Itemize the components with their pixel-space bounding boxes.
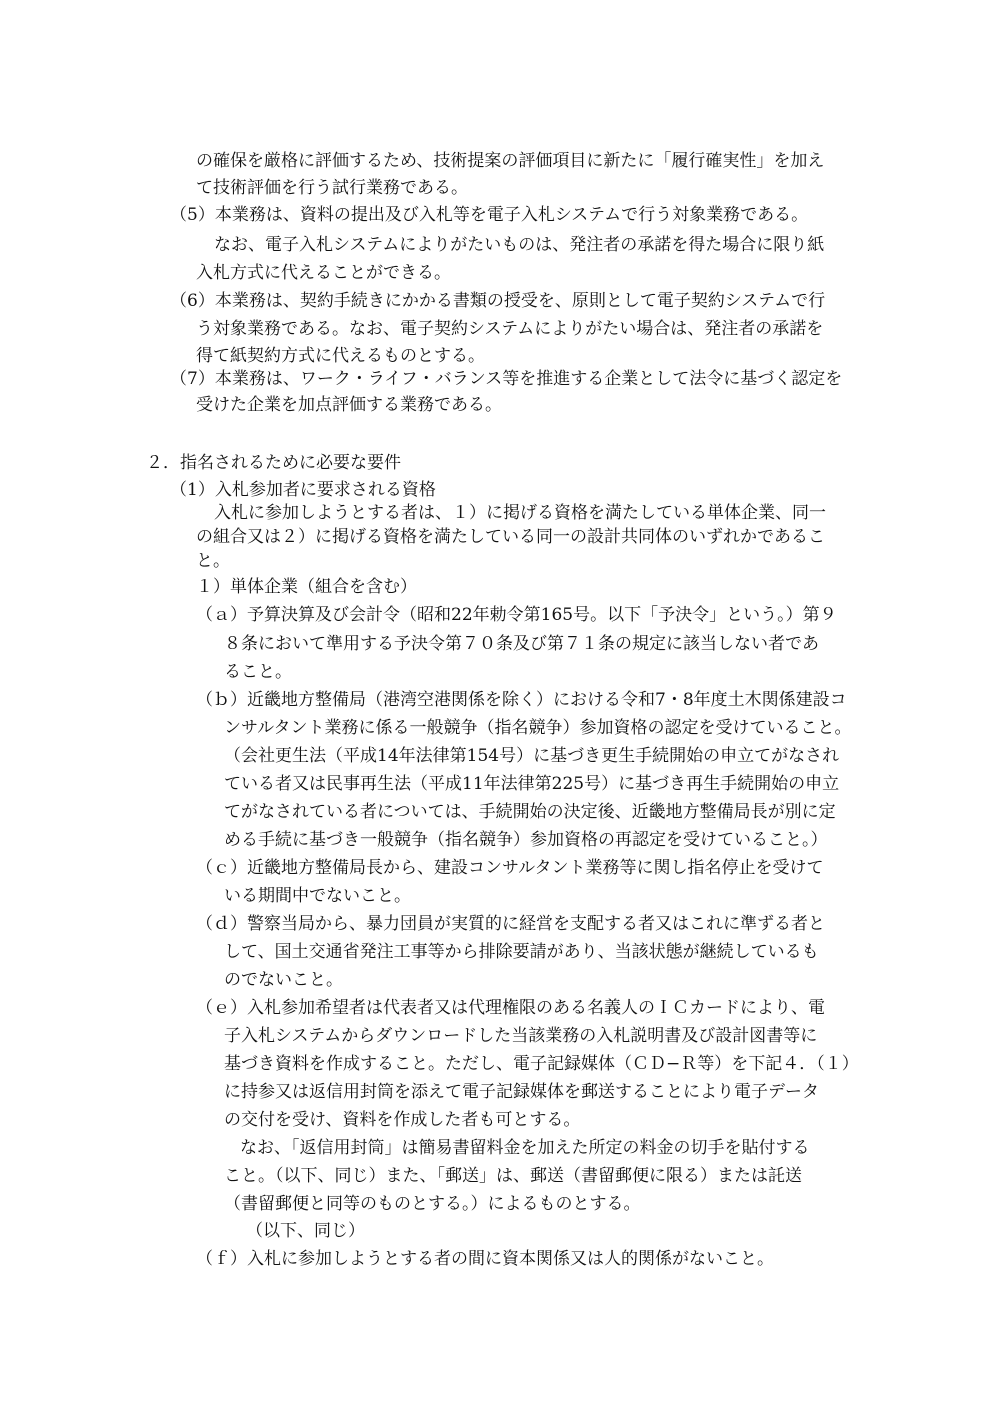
text-line: （ｄ）警察当局から、暴力団員が実質的に経営を支配する者又はこれに準ずる者と <box>196 914 825 934</box>
text-line: （以下、同じ） <box>246 1221 365 1241</box>
text-line: ンサルタント業務に係る一般競争（指名競争）参加資格の認定を受けていること。 <box>224 718 852 738</box>
text-line: ている者又は民事再生法（平成11年法律第225号）に基づき再生手続開始の申立 <box>224 774 840 794</box>
text-line: いる期間中でないこと。 <box>224 886 411 906</box>
text-line: （7）本業務は、ワーク・ライフ・バランス等を推進する企業として法令に基づく認定を <box>170 369 843 389</box>
text-line: と。 <box>196 551 230 571</box>
text-line: （会社更生法（平成14年法律第154号）に基づき更生手続開始の申立てがなされ <box>224 746 840 766</box>
text-line: （ｃ）近畿地方整備局長から、建設コンサルタント業務等に関し指名停止を受けて <box>196 858 824 878</box>
text-line: 入札方式に代えることができる。 <box>196 263 451 283</box>
subsection-heading: （1）入札参加者に要求される資格 <box>170 480 436 500</box>
text-line: （書留郵便と同等のものとする。）によるものとする。 <box>224 1194 641 1214</box>
text-line: の組合又は２）に掲げる資格を満たしている同一の設計共同体のいずれかであるこ <box>196 527 825 547</box>
text-line: の確保を厳格に評価するため、技術提案の評価項目に新たに「履行確実性」を加え <box>196 151 825 171</box>
item-heading: １）単体企業（組合を含む） <box>196 577 417 597</box>
text-line: （6）本業務は、契約手続きにかかる書類の授受を、原則として電子契約システムで行 <box>170 291 826 311</box>
section-heading: ２．指名されるために必要な要件 <box>146 453 401 473</box>
text-line: （ｅ）入札参加希望者は代表者又は代理権限のある名義人のＩＣカードにより、電 <box>196 998 825 1018</box>
text-line: （ｂ）近畿地方整備局（港湾空港関係を除く）における令和7・8年度土木関係建設コ <box>196 690 847 710</box>
text-line: のでないこと。 <box>224 970 343 990</box>
text-line: 基づき資料を作成すること。ただし、電子記録媒体（ＣＤ−Ｒ等）を下記４．（１） <box>224 1054 859 1074</box>
text-line: の交付を受け、資料を作成した者も可とする。 <box>224 1110 581 1130</box>
text-line: に持参又は返信用封筒を添えて電子記録媒体を郵送することにより電子データ <box>224 1082 819 1102</box>
text-line: てがなされている者については、手続開始の決定後、近畿地方整備局長が別に定 <box>224 802 836 822</box>
text-line: なお、「返信用封筒」は簡易書留料金を加えた所定の料金の切手を貼付する <box>240 1138 810 1158</box>
text-line: て技術評価を行う試行業務である。 <box>196 178 468 198</box>
text-line: （ａ）予算決算及び会計令（昭和22年勅令第165号。以下「予決令」という。）第９ <box>196 605 837 625</box>
text-line: 子入札システムからダウンロードした当該業務の入札説明書及び設計図書等に <box>224 1026 818 1046</box>
text-line: して、国土交通省発注工事等から排除要請があり、当該状態が継続しているも <box>224 942 819 962</box>
text-line: ること。 <box>224 662 292 682</box>
text-line: 得て紙契約方式に代えるものとする。 <box>196 346 485 366</box>
text-line: める手続に基づき一般競争（指名競争）参加資格の再認定を受けていること。） <box>224 830 828 850</box>
text-line: （5）本業務は、資料の提出及び入札等を電子入札システムで行う対象業務である。 <box>170 205 809 225</box>
text-line: （ｆ）入札に参加しようとする者の間に資本関係又は人的関係がないこと。 <box>196 1249 774 1269</box>
text-line: こと。（以下、同じ）また、「郵送」は、郵送（書留郵便に限る）または託送 <box>224 1166 802 1186</box>
text-line: う対象業務である。なお、電子契約システムによりがたい場合は、発注者の承諾を <box>196 319 824 339</box>
text-line: 受けた企業を加点評価する業務である。 <box>196 395 502 415</box>
text-line: ８条において準用する予決令第７０条及び第７１条の規定に該当しない者であ <box>224 634 819 654</box>
text-line: なお、電子入札システムによりがたいものは、発注者の承諾を得た場合に限り紙 <box>214 235 825 255</box>
text-line: 入札に参加しようとする者は、１）に掲げる資格を満たしている単体企業、同一 <box>214 503 826 523</box>
